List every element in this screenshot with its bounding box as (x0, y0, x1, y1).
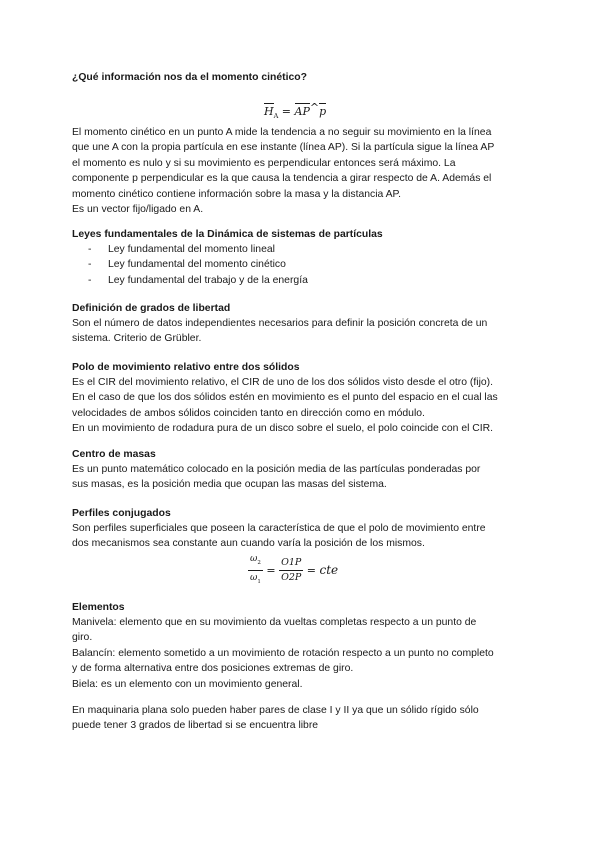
maquinaria-paragraph (72, 703, 528, 734)
text-line: Son perfiles superficiales que poseen la característica de que el polo de movimiento entre (72, 523, 486, 534)
polo-paragraph (72, 375, 528, 437)
text-line: Es un punto matemático colocado en la posición media de las partículas ponderadas por (72, 464, 481, 475)
text-line: Es un vector fijo/ligado en A. (72, 204, 204, 216)
text-line: Balancín: elemento sometido a un movimiento de rotación respecto a un punto no completo (72, 647, 494, 659)
omega-ratio (248, 553, 263, 588)
formula-h-sub: A (273, 112, 279, 120)
list-item (88, 242, 308, 257)
perfiles-heading: Perfiles conjugados (72, 508, 171, 519)
formula-equals-2: = (306, 564, 317, 577)
text-line: sistema. Criterio de Grübler. (72, 333, 202, 345)
momento-cinetico-heading: ¿Qué información nos da el momento cinético? (72, 72, 307, 83)
leyes-heading: Leyes fundamentales de la Dinámica de sistemas de partículas (72, 229, 383, 240)
text-line: momento cinético contiene información sobre la masa y la distancia AP. (72, 188, 402, 200)
formula-h: H (264, 105, 274, 118)
formula-p: p (319, 105, 327, 118)
list-item-text: Ley fundamental del trabajo y de la energía (108, 274, 308, 286)
grados-paragraph (72, 316, 528, 347)
omega-denominator (248, 571, 263, 588)
distance-numerator: O1P (279, 557, 303, 571)
momento-cinetico-paragraph (72, 125, 528, 217)
omega-symbol: ω (250, 573, 258, 583)
text-line: El momento cinético en un punto A mide la tendencia a no seguir su movimiento en la línea (72, 127, 492, 138)
bullet-dash: - (88, 259, 92, 271)
elementos-heading: Elementos (72, 602, 125, 613)
formula-cross-operator: ^ (309, 101, 320, 114)
text-line: giro. (72, 632, 93, 644)
perfiles-paragraph (72, 521, 528, 552)
bullet-dash: - (88, 244, 92, 255)
text-line: y de forma alternativa entre dos posiciones extremas de giro. (72, 663, 354, 675)
text-line: que une A con la propia partícula en ese instante (línea AP). Si la partícula sigue la línea AP (72, 142, 495, 154)
text-line: En un movimiento de rodadura pura de un disco sobre el suelo, el polo coincide con el CIR. (72, 423, 494, 435)
leyes-list (88, 242, 308, 288)
momento-cinetico-formula (264, 100, 326, 124)
omega-num-sub: 2 (257, 560, 261, 566)
list-item-text: Ley fundamental del momento lineal (108, 244, 275, 255)
text-line: En el caso de que los dos sólidos estén en movimiento es el punto del espacio en el cual las (72, 392, 498, 404)
text-line: En maquinaria plana solo pueden haber pares de clase I y II ya que un sólido rígido sólo (72, 705, 479, 716)
distance-denominator: O2P (281, 572, 302, 583)
text-line: sus masas, es la posición media que ocupan las masas del sistema. (72, 479, 387, 491)
centro-paragraph (72, 462, 528, 493)
text-line: el momento es nulo y si su movimiento es perpendicular entonces será máximo. La (72, 157, 456, 169)
polo-heading: Polo de movimiento relativo entre dos sólidos (72, 362, 300, 373)
text-line: Son el número de datos independientes necesarios para definir la posición concreta de un (72, 318, 488, 329)
text-line: velocidades de ambos sólidos coinciden tanto en dirección como en módulo. (72, 407, 425, 419)
omega-symbol: ω (250, 554, 258, 564)
perfiles-formula (248, 553, 338, 588)
elementos-paragraph (72, 615, 528, 692)
bullet-dash: - (88, 274, 92, 286)
distance-ratio (279, 557, 303, 584)
text-line: Biela: es un elemento con un movimiento general. (72, 678, 303, 690)
formula-cte: cte (319, 563, 339, 577)
formula-equals: = (281, 105, 292, 118)
formula-ap: AP (294, 105, 310, 118)
text-line: puede tener 3 grados de libertad si se encuentra libre (72, 720, 319, 732)
grados-heading: Definición de grados de libertad (72, 303, 231, 314)
formula-equals-1: = (266, 564, 276, 577)
text-line: Es el CIR del movimiento relativo, el CIR de uno de los dos sólidos visto desde el otro (fijo). (72, 377, 494, 388)
omega-numerator (248, 553, 263, 571)
omega-den-sub: 1 (257, 579, 261, 585)
list-item (88, 257, 308, 272)
list-item-text: Ley fundamental del momento cinético (108, 259, 286, 271)
text-line: dos mecanismos sea constante aun cuando varía la posición de los mismos. (72, 538, 425, 550)
text-line: Manivela: elemento que en su movimiento da vueltas completas respecto a un punto de (72, 617, 477, 628)
centro-heading: Centro de masas (72, 449, 156, 460)
text-line: componente p perpendicular es la que causa la tendencia a girar respecto de A. Además el (72, 173, 492, 185)
list-item (88, 273, 308, 288)
